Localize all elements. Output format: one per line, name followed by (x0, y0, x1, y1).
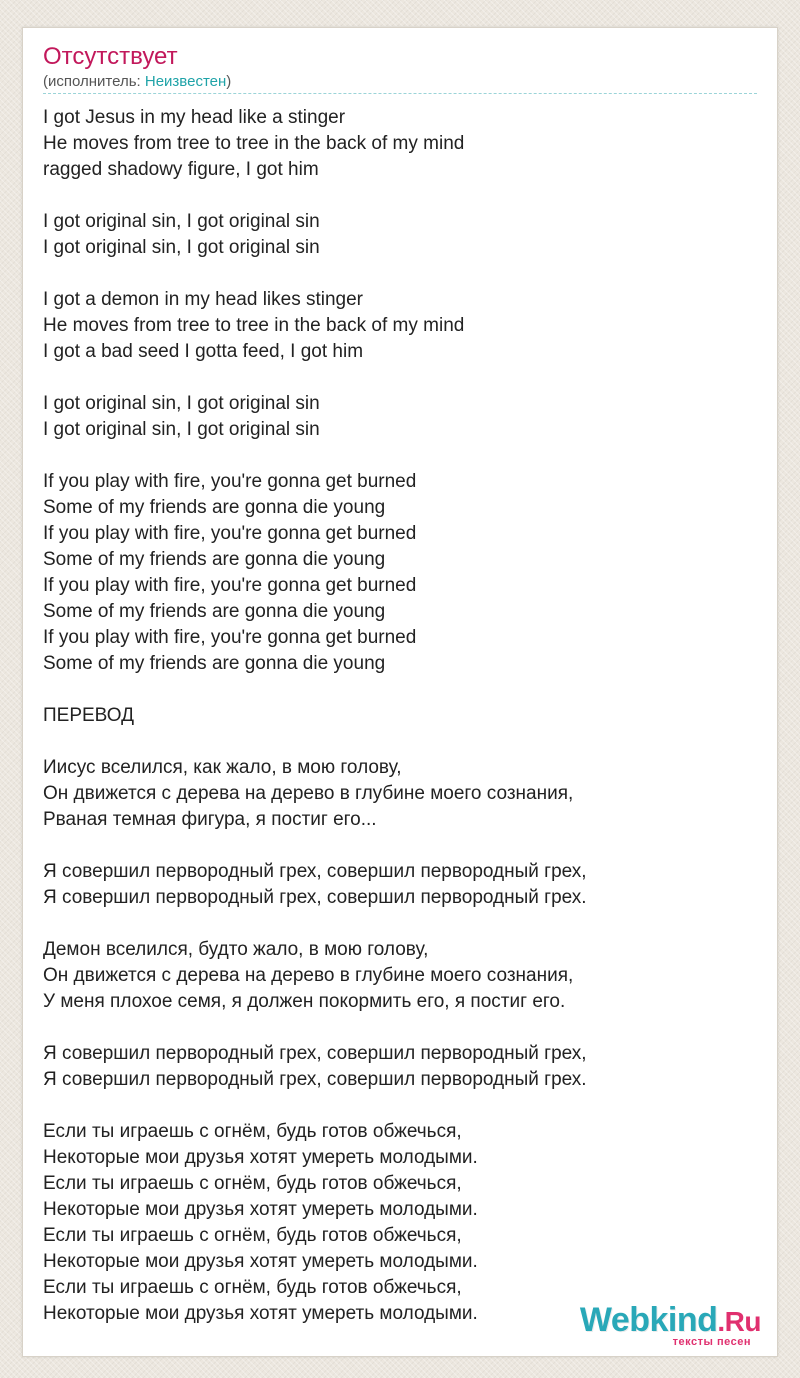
artist-link[interactable]: Неизвестен (144, 73, 227, 90)
lyric-line: Демон вселился, будто жало, в мою голову, (43, 939, 429, 960)
lyric-line: Я совершил первородный грех, совершил первородный грех. (43, 1069, 587, 1090)
lyric-line: Иисус вселился, как жало, в мою голову, (43, 757, 402, 778)
lyric-line: If you play with fire, you're gonna get burned (43, 523, 417, 544)
logo-brand: Webkind (579, 1301, 718, 1339)
lyric-blank-line (43, 443, 743, 469)
title-divider (43, 93, 757, 94)
lyric-line: Some of my friends are gonna die young (43, 497, 386, 518)
lyric-line: If you play with fire, you're gonna get burned (43, 627, 417, 648)
lyric-blank-line (43, 365, 743, 391)
lyric-line: I got original sin, I got original sin (43, 211, 320, 232)
lyric-line: Если ты играешь с огнём, будь готов обжечься, (43, 1173, 462, 1194)
lyric-blank-line (43, 911, 743, 937)
lyric-line: I got original sin, I got original sin (43, 393, 320, 414)
lyric-line: ПЕРЕВОД (43, 705, 134, 726)
lyric-line: I got original sin, I got original sin (43, 237, 320, 258)
song-title: Отсутствует (43, 43, 178, 70)
lyrics-card (22, 27, 778, 1357)
artist-line (43, 72, 231, 92)
artist-suffix: ) (226, 73, 232, 90)
lyric-line: If you play with fire, you're gonna get burned (43, 575, 417, 596)
lyric-blank-line (43, 183, 743, 209)
lyric-line: Я совершил первородный грех, совершил первородный грех. (43, 887, 587, 908)
lyric-line: Рваная темная фигура, я постиг его... (43, 809, 377, 830)
lyric-blank-line (43, 1093, 743, 1119)
lyric-blank-line (43, 729, 743, 755)
site-logo[interactable] (569, 1300, 769, 1350)
lyric-line: Некоторые мои друзья хотят умереть молодыми. (43, 1147, 478, 1168)
lyric-line: I got a demon in my head likes stinger (43, 289, 364, 310)
lyric-line: Некоторые мои друзья хотят умереть молодыми. (43, 1251, 478, 1272)
lyric-line: Я совершил первородный грех, совершил первородный грех, (43, 1043, 587, 1064)
lyric-line: Some of my friends are gonna die young (43, 549, 386, 570)
lyric-line: ragged shadowy figure, I got him (43, 159, 319, 180)
lyric-line: Он движется с дерева на дерево в глубине моего сознания, (43, 965, 574, 986)
lyric-line: He moves from tree to tree in the back of my mind (43, 133, 465, 154)
lyric-line: Он движется с дерева на дерево в глубине моего сознания, (43, 783, 574, 804)
lyric-line: Some of my friends are gonna die young (43, 601, 386, 622)
lyric-line: If you play with fire, you're gonna get burned (43, 471, 417, 492)
lyric-blank-line (43, 261, 743, 287)
lyric-line: He moves from tree to tree in the back of my mind (43, 315, 465, 336)
lyric-line: Если ты играешь с огнём, будь готов обжечься, (43, 1277, 462, 1298)
lyric-line: I got original sin, I got original sin (43, 419, 320, 440)
lyric-blank-line (43, 1015, 743, 1041)
lyric-line: У меня плохое семя, я должен покормить его, я постиг его. (43, 991, 566, 1012)
artist-prefix: (исполнитель: (43, 73, 145, 90)
lyric-line: Некоторые мои друзья хотят умереть молодыми. (43, 1199, 478, 1220)
lyric-line: Some of my friends are gonna die young (43, 653, 386, 674)
lyric-blank-line (43, 677, 743, 703)
lyric-line: I got a bad seed I gotta feed, I got him (43, 341, 364, 362)
lyric-line: I got Jesus in my head like a stinger (43, 107, 346, 128)
lyric-line: Если ты играешь с огнём, будь готов обжечься, (43, 1225, 462, 1246)
logo-tld: .Ru (717, 1306, 761, 1337)
lyric-line: Некоторые мои друзья хотят умереть молодыми. (43, 1303, 478, 1324)
lyrics-text (43, 105, 743, 1327)
logo-tagline: тексты песен (672, 1336, 751, 1348)
lyric-blank-line (43, 833, 743, 859)
lyric-line: Если ты играешь с огнём, будь готов обжечься, (43, 1121, 462, 1142)
lyric-line: Я совершил первородный грех, совершил первородный грех, (43, 861, 587, 882)
